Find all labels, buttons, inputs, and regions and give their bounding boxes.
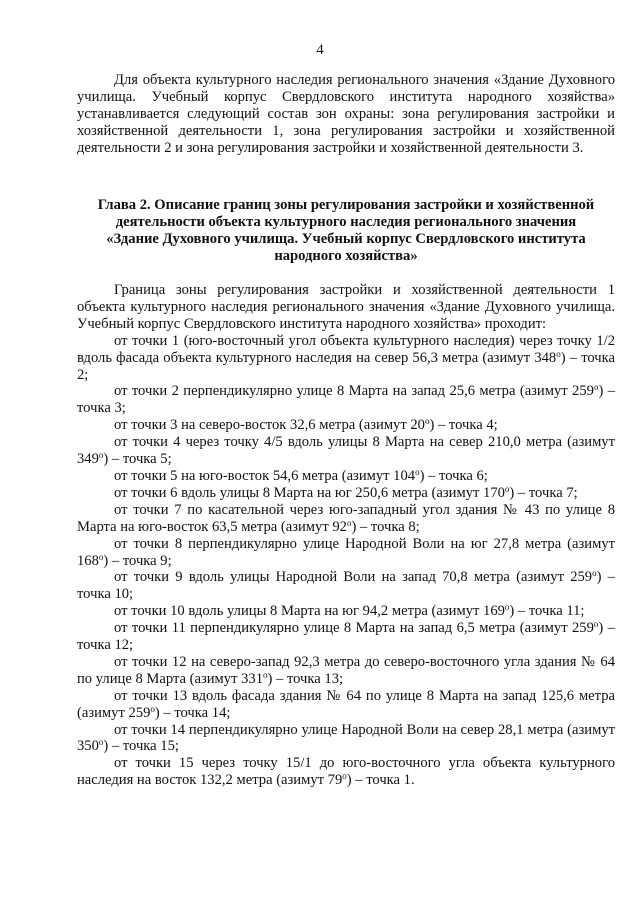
intro-paragraph: Для объекта культурного наследия регионального значения «Здание Духовного училища. Учебный корпус Свердловского института народного хозяйства» устанавливается следующий состав зон охраны: зона регулирования застройки и хозяйственной деятельности 1, зона регулирования застройки и хозяйственной деятельности 2 и зона регулирования застройки и хозяйственной деятельности 3. bbox=[77, 72, 615, 156]
boundary-point-text: от точки 3 на северо-восток 32,6 метра (азимут 20 bbox=[114, 417, 425, 434]
boundary-point-tail: ) – точка 12; bbox=[77, 620, 615, 654]
degree-mark: о bbox=[263, 669, 268, 680]
degree-mark: о bbox=[342, 771, 347, 782]
boundary-point-text: от точки 9 вдоль улицы Народной Воли на запад 70,8 метра (азимут 259 bbox=[114, 569, 593, 586]
chapter-heading-line: «Здание Духовного училища. Учебный корпус Свердловского института bbox=[106, 231, 586, 247]
boundary-point-text: от точки 1 (юго-восточный угол объекта культурного наследия) через точку 1/2 вдоль фасада объекта культурного наследия на север 56,3 метра (азимут 348 bbox=[77, 332, 615, 366]
boundary-point-tail: ) – точка 1. bbox=[346, 772, 415, 789]
boundary-point-text: от точки 10 вдоль улицы 8 Марта на юг 94,2 метра (азимут 169 bbox=[114, 603, 505, 620]
degree-mark: о bbox=[556, 348, 561, 359]
boundary-point-paragraph bbox=[77, 485, 615, 502]
boundary-point-paragraph bbox=[77, 417, 615, 434]
degree-mark: о bbox=[98, 737, 104, 748]
boundary-point-paragraph bbox=[77, 536, 615, 570]
boundary-point-paragraph bbox=[77, 603, 615, 620]
degree-mark: о bbox=[346, 517, 352, 528]
boundary-point-text: от точки 4 через точку 4/5 вдоль улицы 8 Марта на север 210,0 метра (азимут 349 bbox=[77, 434, 615, 468]
boundary-points-list bbox=[77, 333, 615, 789]
chapter-heading-line: народного хозяйства» bbox=[274, 248, 418, 264]
degree-mark: о bbox=[593, 382, 599, 393]
chapter-heading bbox=[77, 197, 615, 265]
boundary-point-paragraph bbox=[77, 620, 615, 654]
boundary-point-text: от точки 2 перпендикулярно улице 8 Марта на запад 25,6 метра (азимут 259 bbox=[114, 383, 594, 400]
boundary-point-tail: ) – точка 11; bbox=[509, 603, 585, 620]
degree-mark: о bbox=[504, 602, 510, 613]
boundary-point-tail: ) – точка 10; bbox=[77, 569, 615, 603]
degree-mark: о bbox=[415, 466, 420, 477]
boundary-point-paragraph bbox=[77, 569, 615, 603]
boundary-point-text: от точки 7 по касательной через юго-западный угол здания № 43 по улице 8 Марта на юго-восток 63,5 метра (азимут 92 bbox=[77, 501, 615, 535]
degree-mark: о bbox=[150, 703, 155, 714]
boundary-point-paragraph bbox=[77, 722, 615, 756]
boundary-point-tail: ) – точка 15; bbox=[103, 738, 179, 755]
boundary-point-tail: ) – точка 3; bbox=[77, 383, 616, 417]
boundary-point-text: от точки 12 на северо-запад 92,3 метра до северо-восточного угла здания № 64 по улице 8 Марта (азимут 331 bbox=[77, 653, 615, 687]
degree-mark: о bbox=[593, 619, 599, 630]
boundary-point-paragraph bbox=[77, 434, 615, 468]
boundary-point-text: от точки 6 вдоль улицы 8 Марта на юг 250,6 метра (азимут 170 bbox=[114, 484, 505, 501]
boundary-point-tail: ) – точка 2; bbox=[77, 349, 615, 383]
degree-mark: о bbox=[592, 568, 597, 579]
boundary-point-paragraph bbox=[77, 383, 615, 417]
boundary-point-paragraph bbox=[77, 468, 615, 485]
boundary-point-paragraph bbox=[77, 654, 615, 688]
boundary-point-tail: ) – точка 13; bbox=[267, 670, 344, 687]
boundary-section bbox=[77, 282, 615, 789]
degree-mark: о bbox=[424, 416, 430, 427]
intro-section bbox=[77, 72, 615, 157]
boundary-point-paragraph bbox=[77, 688, 615, 722]
boundary-point-text: от точки 14 перпендикулярно улице Народной Воли на север 28,1 метра (азимут 350 bbox=[77, 721, 615, 755]
boundary-point-tail: ) – точка 5; bbox=[103, 451, 172, 468]
boundary-point-paragraph bbox=[77, 755, 615, 789]
boundary-point-text: от точки 5 на юго-восток 54,6 метра (азимут 104 bbox=[114, 467, 416, 484]
degree-mark: о bbox=[98, 450, 104, 461]
boundary-point-tail: ) – точка 4; bbox=[429, 417, 498, 434]
boundary-point-text: от точки 8 перпендикулярно улице Народной Воли на юг 27,8 метра (азимут 168 bbox=[77, 535, 615, 569]
boundary-point-tail: ) – точка 14; bbox=[154, 704, 231, 721]
chapter-heading-line: деятельности объекта культурного наследия регионального значения bbox=[115, 214, 577, 230]
boundary-point-tail: ) – точка 9; bbox=[103, 552, 172, 569]
boundary-point-text: от точки 13 вдоль фасада здания № 64 по улице 8 Марта на запад 125,6 метра (азимут 259 bbox=[77, 687, 615, 721]
page-number: 4 bbox=[316, 42, 324, 58]
degree-mark: о bbox=[504, 483, 510, 494]
boundary-point-text: от точки 11 перпендикулярно улице 8 Марта на запад 6,5 метра (азимут 259 bbox=[114, 620, 594, 637]
degree-mark: о bbox=[98, 551, 104, 562]
boundary-point-tail: ) – точка 8; bbox=[351, 518, 420, 535]
boundary-point-tail: ) – точка 7; bbox=[509, 484, 578, 501]
boundary-point-tail: ) – точка 6; bbox=[419, 467, 488, 484]
chapter-heading-line: Глава 2. Описание границ зоны регулирования застройки и хозяйственной bbox=[97, 197, 595, 213]
boundary-point-paragraph bbox=[77, 502, 615, 536]
boundary-point-paragraph bbox=[77, 333, 615, 384]
boundary-intro-paragraph: Граница зоны регулирования застройки и хозяйственной деятельности 1 объекта культурного наследия регионального значения «Здание Духовного училища. Учебный корпус Свердловского института народного хозяйства» проходит: bbox=[77, 282, 615, 332]
boundary-point-text: от точки 15 через точку 15/1 до юго-восточного угла объекта культурного наследия на восток 132,2 метра (азимут 79 bbox=[77, 755, 615, 789]
